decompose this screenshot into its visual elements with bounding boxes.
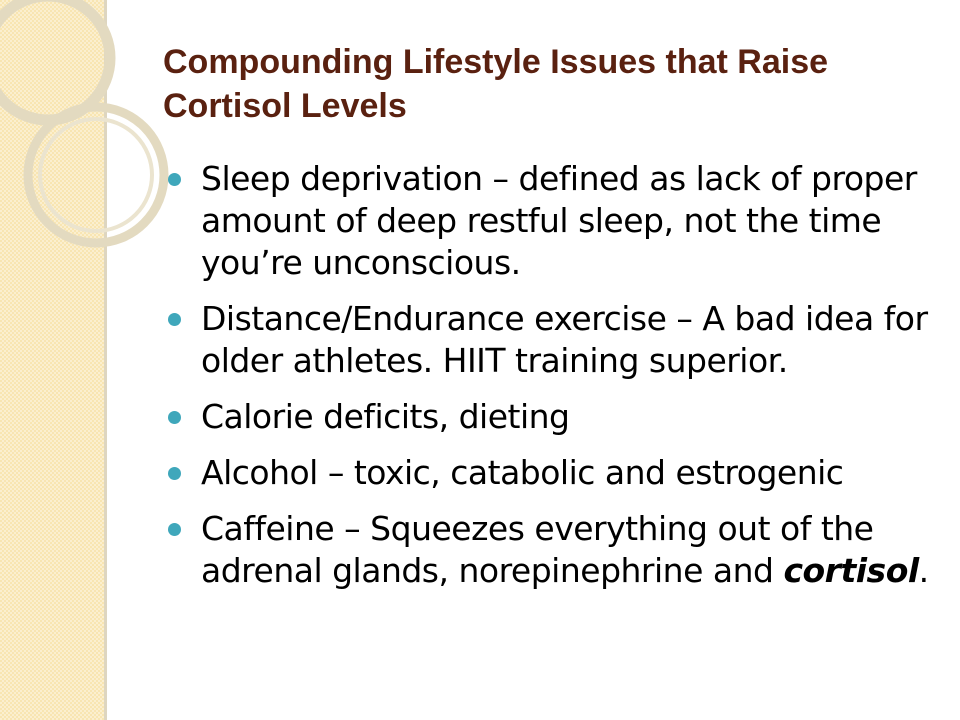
bullet-icon: [168, 467, 181, 480]
inner-ring-bottom: [40, 119, 152, 231]
bullet-icon: [168, 523, 181, 536]
bullet-text: Sleep deprivation – defined as lack of proper amount of deep restful sleep, not the time you’re unconscious.: [201, 159, 917, 282]
bullet-list: [166, 158, 936, 606]
outer-ring-top: [0, 0, 110, 120]
bullet-item: [166, 396, 936, 438]
bullet-trailing-text: .: [918, 551, 929, 590]
bullet-item: [166, 452, 936, 494]
bullet-text: Caffeine – Squeezes everything out of the adrenal glands, norepinephrine and: [201, 509, 874, 590]
bullet-text: Distance/Endurance exercise – A bad idea for older athletes. HIIT training superior.: [201, 299, 928, 380]
bullet-item: [166, 508, 936, 592]
bullet-text: Calorie deficits, dieting: [201, 397, 570, 436]
bullet-item: [166, 158, 936, 284]
bullet-icon: [168, 313, 181, 326]
bullet-text: Alcohol – toxic, catabolic and estrogenic: [201, 453, 844, 492]
slide-title: Compounding Lifestyle Issues that Raise Cortisol Levels: [163, 43, 829, 125]
outer-ring-bottom: [28, 107, 164, 243]
bullet-emphasis-text: cortisol: [783, 551, 919, 590]
bullet-item: [166, 298, 936, 382]
bullet-icon: [168, 173, 181, 186]
bullet-icon: [168, 411, 181, 424]
